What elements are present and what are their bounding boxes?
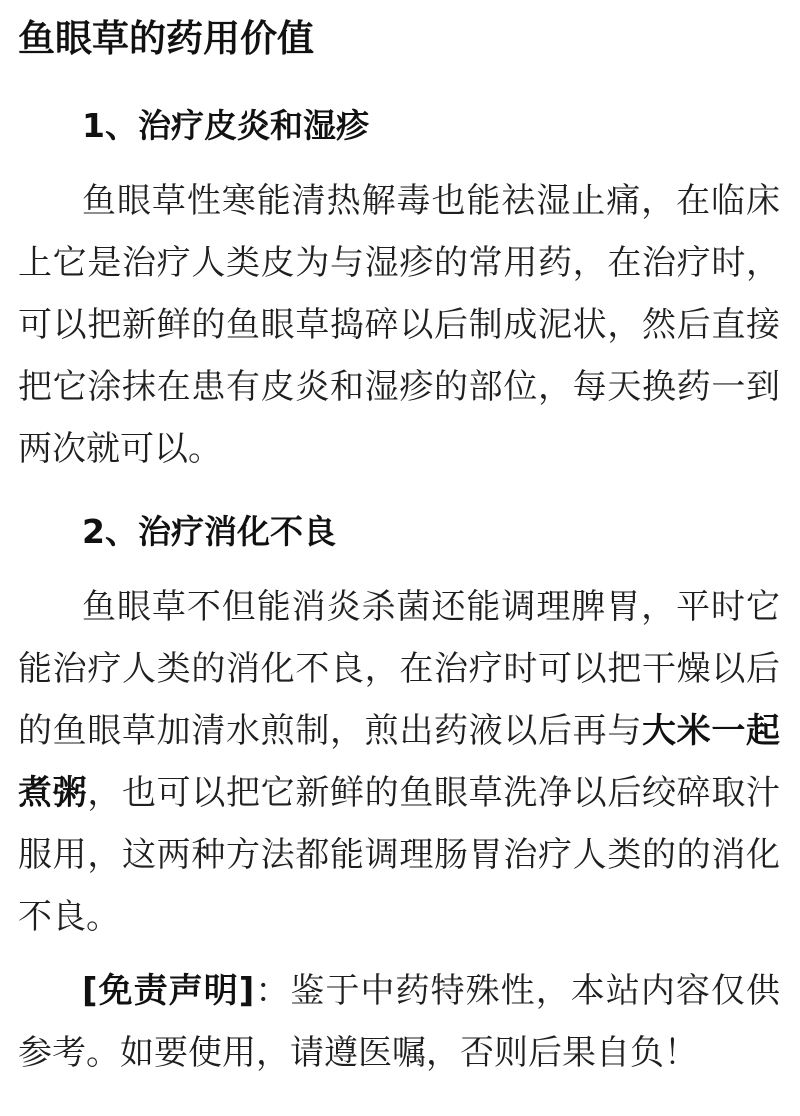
disclaimer-text: ：鉴于中药特殊性，本站内容仅供参考。如要使用，请遵医嘱，否则后果自负！ [18, 971, 781, 1073]
section-heading-indigestion: 2、治疗消化不良 [82, 512, 336, 551]
section-body-dermatitis: 鱼眼草性寒能清热解毒也能祛湿止痛，在临床上它是治疗人类皮为与湿疹的常用药，在治疗时，可以把新鲜的鱼眼草捣碎以后制成泥状，然后直接把它涂抹在患有皮炎和湿疹的部位，每天换药一到两次就可以。 [18, 181, 780, 469]
section-heading-dermatitis: 1、治疗皮炎和湿疹 [82, 106, 369, 145]
rice-porridge-emphasis: 大米一起煮粥 [18, 711, 780, 813]
disclaimer-label: [免责声明] [82, 971, 255, 1011]
indigestion-text-part-2: ，也可以把它新鲜的鱼眼草洗净以后绞碎取汁服用，这两种方法都能调理肠胃治疗人类的的消化不良。 [18, 773, 781, 937]
article-title: 鱼眼草的药用价值 [18, 17, 314, 60]
section-body-indigestion [18, 576, 780, 948]
disclaimer [18, 960, 780, 1084]
indigestion-text-part-1: 鱼眼草不但能消炎杀菌还能调理脾胃，平时它能治疗人类的消化不良，在治疗时可以把干燥以后的鱼眼草加清水煎制，煎出药液以后再与 [18, 587, 780, 751]
